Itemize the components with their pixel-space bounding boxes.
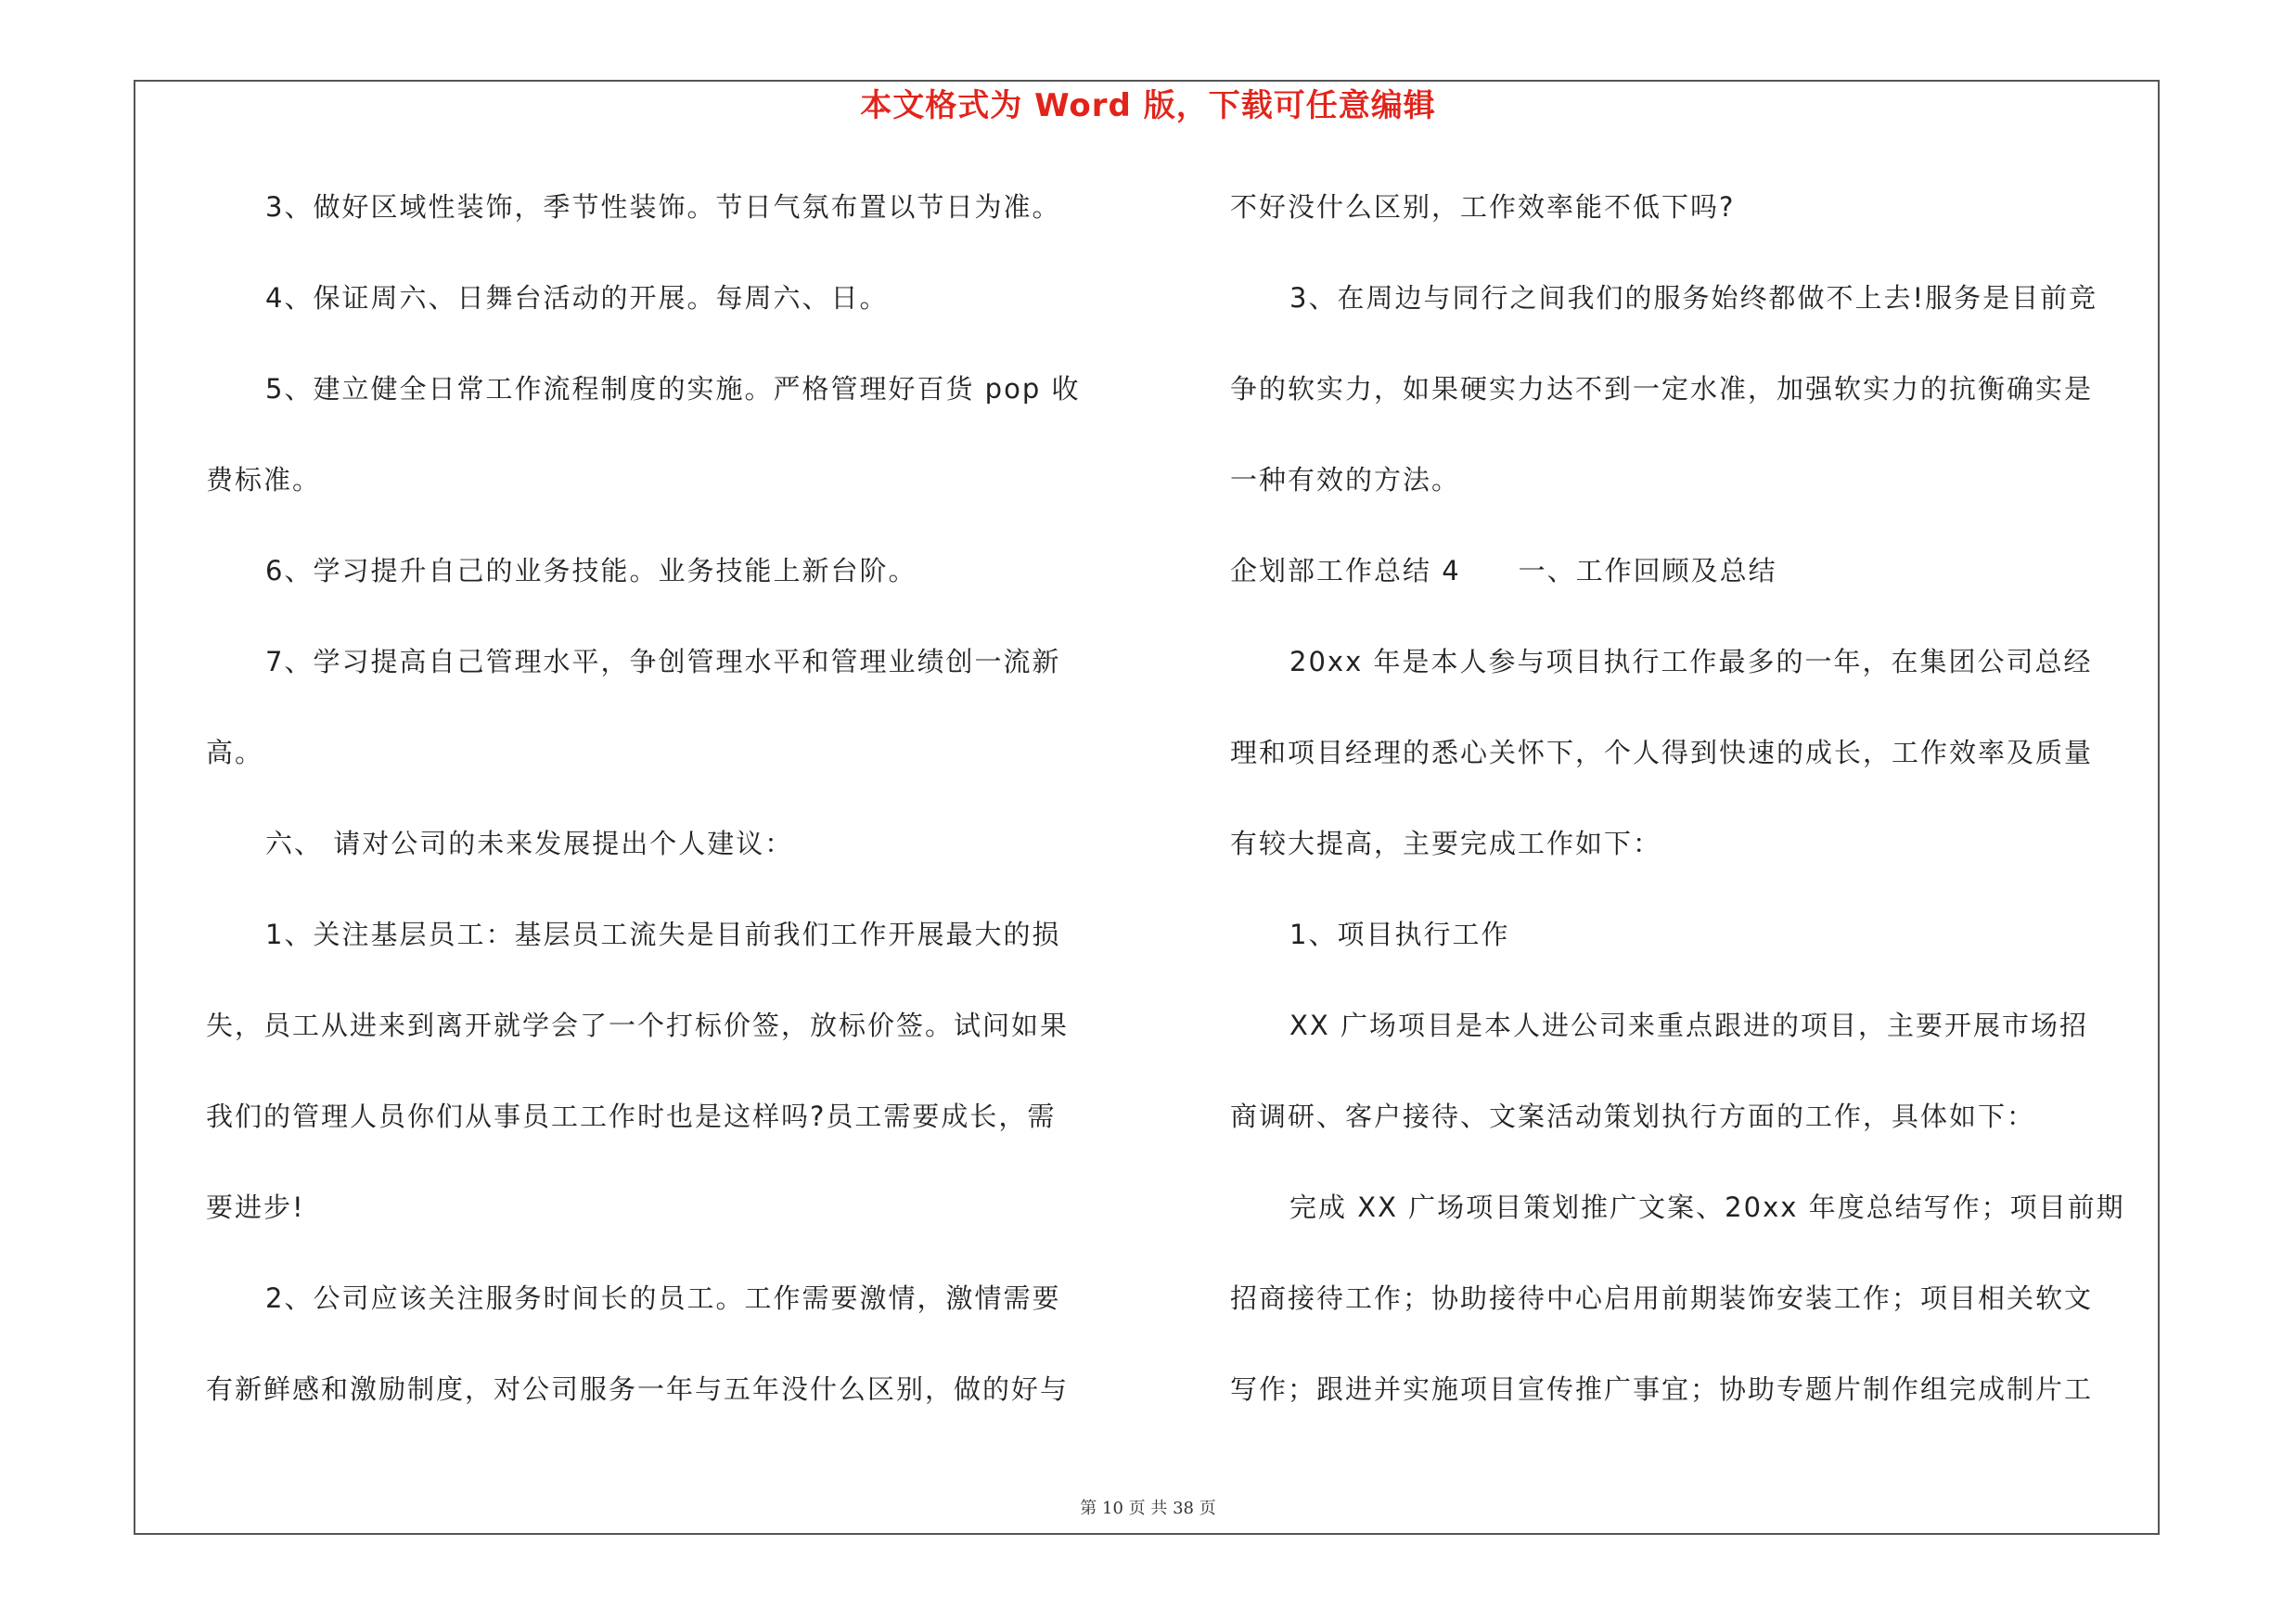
paragraph-line: 20xx 年是本人参与项目执行工作最多的一年，在集团公司总经 <box>1289 646 2093 677</box>
page-number: 第 10 页 共 38 页 <box>1080 1499 1216 1518</box>
paragraph-line: 有新鲜感和激励制度，对公司服务一年与五年没什么区别，做的好与 <box>206 1373 1070 1405</box>
paragraph-line: 争的软实力，如果硬实力达不到一定水准，加强软实力的抗衡确实是 <box>1230 373 2094 405</box>
paragraph-line: 1、关注基层员工：基层员工流失是目前我们工作开展最大的损 <box>265 919 1061 950</box>
paragraph-line: 6、学习提升自己的业务技能。业务技能上新台阶。 <box>265 555 917 586</box>
paragraph-line: 商调研、客户接待、文案活动策划执行方面的工作，具体如下： <box>1230 1101 2036 1132</box>
paragraph-line: 要进步! <box>206 1191 305 1223</box>
paragraph-line: 写作；跟进并实施项目宣传推广事宜；协助专题片制作组完成制片工 <box>1230 1373 2094 1405</box>
paragraph-line: 有较大提高，主要完成工作如下： <box>1230 828 1662 859</box>
paragraph-line: 我们的管理人员你们从事员工工作时也是这样吗?员工需要成长，需 <box>206 1101 1057 1132</box>
paragraph-line: 完成 XX 广场项目策划推广文案、20xx 年度总结写作；项目前期 <box>1289 1191 2125 1223</box>
paragraph-line: 不好没什么区别，工作效率能不低下吗? <box>1230 191 1736 223</box>
paragraph-line: 3、做好区域性装饰，季节性装饰。节日气氛布置以节日为准。 <box>265 191 1061 223</box>
paragraph-line: XX 广场项目是本人进公司来重点跟进的项目，主要开展市场招 <box>1289 1010 2088 1041</box>
paragraph-line: 费标准。 <box>206 464 322 496</box>
paragraph-line: 4、保证周六、日舞台活动的开展。每周六、日。 <box>265 282 889 314</box>
paragraph-line: 3、在周边与同行之间我们的服务始终都做不上去!服务是目前竞 <box>1289 282 2098 314</box>
paragraph-line: 理和项目经理的悉心关怀下，个人得到快速的成长，工作效率及质量 <box>1230 737 2094 768</box>
paragraph-line: 招商接待工作；协助接待中心启用前期装饰安装工作；项目相关软文 <box>1230 1282 2094 1314</box>
paragraph-line: 失，员工从进来到离开就学会了一个打标价签，放标价签。试问如果 <box>206 1010 1070 1041</box>
paragraph-line: 一种有效的方法。 <box>1230 464 1461 496</box>
subsection-heading: 1、项目执行工作 <box>1289 919 1510 950</box>
paragraph-line: 2、公司应该关注服务时间长的员工。工作需要激情，激情需要 <box>265 1282 1061 1314</box>
paragraph-line: 5、建立健全日常工作流程制度的实施。严格管理好百货 pop 收 <box>265 373 1081 405</box>
page-header-notice: 本文格式为 Word 版，下载可任意编辑 <box>860 87 1436 124</box>
paragraph-line: 7、学习提高自己管理水平，争创管理水平和管理业绩创一流新 <box>265 646 1061 677</box>
section-heading: 六、 请对公司的未来发展提出个人建议： <box>265 828 794 859</box>
paragraph-line: 高。 <box>206 737 264 768</box>
section-heading: 企划部工作总结 4 一、工作回顾及总结 <box>1230 555 1777 586</box>
